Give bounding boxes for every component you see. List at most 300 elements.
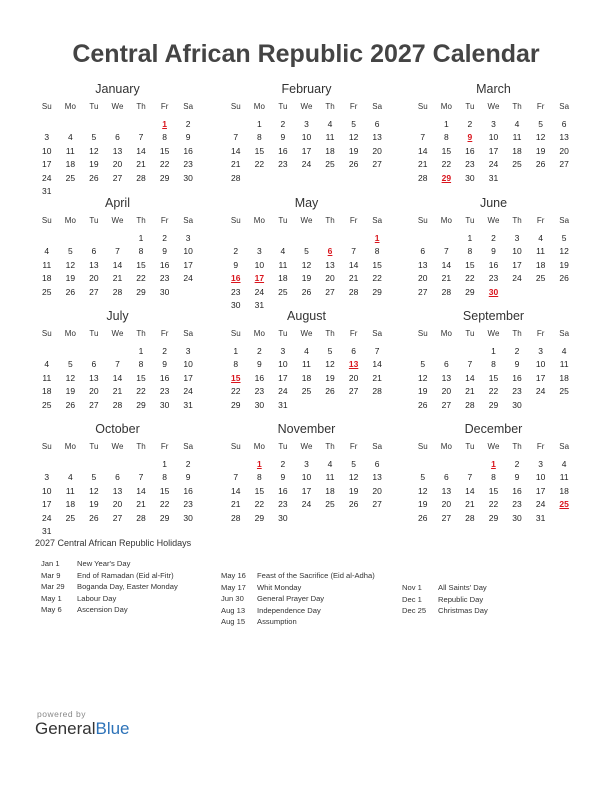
day-cell: 29 bbox=[159, 512, 170, 523]
day-cell: 12 bbox=[65, 259, 76, 270]
empty-day-cell bbox=[82, 525, 106, 538]
day-cell: 2 bbox=[514, 346, 520, 356]
weekday-label: Mo bbox=[440, 102, 452, 111]
day-cell: 31 bbox=[535, 512, 546, 523]
day-cell: 1 bbox=[162, 459, 167, 469]
week-row bbox=[411, 498, 576, 511]
weekday-label: Fr bbox=[536, 216, 545, 225]
week-row bbox=[411, 131, 576, 144]
weekday-label: Fr bbox=[536, 442, 545, 451]
day-cell: 27 bbox=[89, 399, 99, 410]
day-cell: 3 bbox=[538, 459, 543, 469]
day-cell: 1 bbox=[138, 346, 144, 356]
day-cell: 23 bbox=[512, 499, 522, 510]
day-cell: 3 bbox=[304, 119, 309, 129]
day-cell: 22 bbox=[488, 386, 499, 397]
weekday-label: Fr bbox=[349, 216, 358, 225]
day-cell: 12 bbox=[535, 132, 546, 143]
week-row bbox=[411, 485, 576, 498]
day-cell: 11 bbox=[65, 145, 75, 156]
day-cell: 18 bbox=[42, 386, 52, 397]
weekday-label: Th bbox=[136, 329, 146, 338]
week-row bbox=[35, 286, 200, 299]
holiday-name: Boganda Day, Easter Monday bbox=[77, 582, 178, 592]
day-cell: 19 bbox=[418, 386, 428, 397]
day-cell: 28 bbox=[112, 399, 123, 410]
holiday-row bbox=[41, 593, 217, 605]
weekday-label: Fr bbox=[536, 102, 545, 111]
week-row bbox=[411, 345, 576, 358]
brand-logo[interactable] bbox=[35, 719, 130, 739]
day-cell: 5 bbox=[304, 246, 309, 257]
day-cell: 11 bbox=[42, 372, 52, 383]
day-cell: 23 bbox=[278, 159, 288, 170]
week-row bbox=[35, 399, 200, 412]
day-cell: 18 bbox=[301, 372, 312, 383]
day-cell: 20 bbox=[89, 386, 99, 397]
week-row bbox=[411, 272, 576, 285]
day-cell: 3 bbox=[514, 233, 520, 243]
day-cell: 30 bbox=[183, 172, 193, 183]
empty-day-cell bbox=[318, 172, 342, 185]
week-row bbox=[411, 118, 576, 131]
week-row bbox=[224, 172, 389, 185]
day-cell: 27 bbox=[112, 512, 123, 523]
empty-day-cell bbox=[82, 345, 106, 358]
holiday-date: May 17 bbox=[221, 582, 246, 592]
day-cell: 18 bbox=[65, 499, 76, 510]
day-cell: 8 bbox=[162, 472, 167, 483]
day-cell: 13 bbox=[559, 132, 569, 143]
weekday-label: Tu bbox=[89, 216, 99, 225]
day-cell: 28 bbox=[136, 172, 146, 183]
holiday-day-cell: 1 bbox=[162, 119, 167, 129]
weekday-label: Sa bbox=[372, 102, 383, 111]
day-cell: 5 bbox=[327, 346, 333, 356]
week-row bbox=[224, 512, 389, 525]
day-cell: 12 bbox=[89, 485, 99, 496]
empty-day-cell bbox=[106, 525, 130, 538]
holiday-name: Independence Day bbox=[257, 605, 321, 615]
day-cell: 7 bbox=[138, 132, 144, 143]
holiday-column bbox=[402, 582, 568, 617]
weekday-header bbox=[411, 214, 576, 228]
day-cell: 20 bbox=[559, 145, 569, 156]
week-row bbox=[224, 118, 389, 131]
day-cell: 3 bbox=[44, 132, 50, 143]
day-cell: 26 bbox=[535, 159, 546, 170]
month-january bbox=[35, 82, 200, 198]
day-cell: 14 bbox=[372, 359, 382, 370]
weekday-label: Su bbox=[41, 216, 52, 225]
day-cell: 11 bbox=[325, 472, 335, 483]
week-row bbox=[35, 158, 200, 171]
empty-day-cell bbox=[35, 345, 59, 358]
day-cell: 14 bbox=[231, 145, 241, 156]
week-row bbox=[224, 399, 389, 412]
week-row bbox=[224, 286, 389, 299]
day-cell: 9 bbox=[280, 132, 286, 143]
holiday-day-cell: 1 bbox=[374, 233, 380, 243]
day-cell: 13 bbox=[89, 259, 99, 270]
day-cell: 9 bbox=[256, 359, 262, 370]
day-cell: 18 bbox=[42, 273, 52, 284]
holiday-date: Aug 15 bbox=[221, 617, 246, 627]
day-cell: 8 bbox=[467, 246, 473, 257]
day-cell: 17 bbox=[42, 499, 52, 510]
day-cell: 9 bbox=[233, 259, 239, 270]
day-cell: 4 bbox=[304, 346, 309, 356]
day-cell: 20 bbox=[372, 485, 382, 496]
weekday-header bbox=[224, 214, 389, 228]
weekday-label: Mo bbox=[440, 442, 452, 451]
empty-day-cell bbox=[552, 512, 576, 525]
day-cell: 5 bbox=[420, 359, 426, 370]
weekday-label: Th bbox=[325, 329, 335, 338]
week-row bbox=[35, 358, 200, 371]
day-cell: 1 bbox=[491, 346, 496, 356]
holiday-row bbox=[41, 604, 217, 616]
holiday-date: Mar 9 bbox=[41, 570, 61, 580]
weekday-label: Sa bbox=[183, 442, 194, 451]
day-cell: 16 bbox=[512, 372, 522, 383]
day-cell: 23 bbox=[278, 499, 288, 510]
weekday-label: Sa bbox=[372, 442, 383, 451]
weekday-label: We bbox=[487, 442, 500, 451]
empty-day-cell bbox=[271, 232, 295, 245]
day-cell: 22 bbox=[136, 386, 146, 397]
weekday-label: Sa bbox=[559, 216, 570, 225]
day-cell: 19 bbox=[89, 159, 99, 170]
day-cell: 30 bbox=[159, 399, 170, 410]
day-cell: 9 bbox=[491, 246, 496, 257]
day-cell: 10 bbox=[301, 132, 312, 143]
empty-day-cell bbox=[106, 345, 130, 358]
day-cell: 7 bbox=[233, 132, 239, 143]
day-cell: 30 bbox=[512, 399, 522, 410]
holiday-column bbox=[221, 570, 397, 628]
day-cell: 9 bbox=[514, 472, 520, 483]
weekday-label: Mo bbox=[64, 329, 76, 338]
empty-day-cell bbox=[153, 525, 177, 538]
day-cell: 27 bbox=[325, 286, 335, 297]
empty-day-cell bbox=[411, 232, 435, 245]
weekday-label: Su bbox=[417, 216, 428, 225]
day-cell: 12 bbox=[348, 132, 359, 143]
empty-day-cell bbox=[552, 172, 576, 185]
day-cell: 20 bbox=[441, 386, 452, 397]
day-cell: 5 bbox=[91, 472, 97, 483]
holiday-name: Republic Day bbox=[438, 594, 484, 604]
empty-day-cell bbox=[411, 345, 435, 358]
day-cell: 13 bbox=[372, 132, 382, 143]
day-cell: 20 bbox=[112, 159, 123, 170]
day-cell: 20 bbox=[372, 145, 382, 156]
day-cell: 1 bbox=[443, 119, 449, 129]
weekday-label: Mo bbox=[64, 216, 76, 225]
day-cell: 21 bbox=[231, 159, 241, 170]
week-row bbox=[411, 372, 576, 385]
weekday-label: Tu bbox=[278, 329, 288, 338]
day-cell: 14 bbox=[441, 259, 452, 270]
day-cell: 9 bbox=[162, 246, 167, 257]
weekday-label: Mo bbox=[440, 216, 452, 225]
week-row bbox=[411, 245, 576, 258]
day-cell: 22 bbox=[372, 273, 382, 284]
weekday-label: Sa bbox=[183, 102, 194, 111]
day-cell: 19 bbox=[535, 145, 546, 156]
day-cell: 1 bbox=[233, 346, 239, 356]
empty-day-cell bbox=[176, 286, 200, 299]
day-cell: 21 bbox=[465, 499, 475, 510]
weekday-label: Sa bbox=[372, 216, 383, 225]
empty-day-cell bbox=[458, 345, 482, 358]
day-cell: 23 bbox=[465, 159, 475, 170]
holiday-name: General Prayer Day bbox=[257, 594, 325, 604]
empty-day-cell bbox=[318, 399, 342, 412]
weekday-label: Tu bbox=[278, 216, 288, 225]
day-cell: 26 bbox=[65, 286, 76, 297]
weekday-label: Th bbox=[136, 102, 146, 111]
empty-day-cell bbox=[529, 399, 553, 412]
day-cell: 9 bbox=[185, 132, 191, 143]
day-cell: 15 bbox=[159, 485, 170, 496]
empty-day-cell bbox=[458, 458, 482, 471]
week-row bbox=[35, 145, 200, 158]
day-cell: 23 bbox=[159, 386, 170, 397]
empty-day-cell bbox=[529, 172, 553, 185]
day-cell: 31 bbox=[183, 399, 193, 410]
day-cell: 5 bbox=[538, 119, 543, 129]
day-cell: 16 bbox=[278, 145, 288, 156]
day-cell: 10 bbox=[535, 472, 546, 483]
day-cell: 5 bbox=[420, 472, 426, 483]
empty-day-cell bbox=[435, 458, 459, 471]
day-cell: 27 bbox=[372, 159, 382, 170]
month-november bbox=[224, 422, 389, 525]
day-cell: 17 bbox=[183, 259, 193, 270]
weekday-label: We bbox=[300, 102, 313, 111]
week-row bbox=[35, 232, 200, 245]
day-cell: 25 bbox=[512, 159, 522, 170]
empty-day-cell bbox=[82, 458, 106, 471]
day-cell: 28 bbox=[372, 386, 382, 397]
weekday-label: We bbox=[487, 216, 500, 225]
day-cell: 19 bbox=[348, 145, 359, 156]
day-cell: 16 bbox=[183, 485, 193, 496]
week-row bbox=[35, 471, 200, 484]
weekday-header bbox=[35, 440, 200, 454]
day-cell: 15 bbox=[465, 259, 475, 270]
day-cell: 2 bbox=[256, 346, 262, 356]
day-cell: 5 bbox=[351, 459, 356, 469]
day-cell: 27 bbox=[418, 286, 428, 297]
day-cell: 15 bbox=[254, 485, 265, 496]
empty-day-cell bbox=[505, 286, 529, 299]
day-cell: 21 bbox=[112, 386, 123, 397]
day-cell: 14 bbox=[112, 372, 123, 383]
day-cell: 15 bbox=[488, 372, 499, 383]
empty-day-cell bbox=[224, 118, 248, 131]
holiday-name: New Year's Day bbox=[77, 559, 131, 568]
month-may bbox=[224, 196, 389, 312]
empty-day-cell bbox=[248, 232, 272, 245]
day-cell: 15 bbox=[488, 485, 499, 496]
day-cell: 13 bbox=[89, 372, 99, 383]
weekday-label: Tu bbox=[89, 102, 99, 111]
holiday-day-cell: 30 bbox=[488, 286, 499, 297]
holiday-name: End of Ramadan (Eid al-Fitr) bbox=[77, 570, 174, 580]
day-cell: 16 bbox=[488, 259, 499, 270]
weekday-label: Th bbox=[136, 442, 146, 451]
day-cell: 23 bbox=[159, 273, 170, 284]
day-cell: 14 bbox=[418, 145, 428, 156]
empty-day-cell bbox=[271, 172, 295, 185]
holiday-day-cell: 9 bbox=[467, 132, 473, 143]
day-cell: 31 bbox=[254, 299, 265, 310]
day-cell: 25 bbox=[278, 286, 288, 297]
weekday-label: Th bbox=[512, 329, 522, 338]
weekday-header bbox=[411, 440, 576, 454]
day-cell: 6 bbox=[561, 119, 567, 129]
empty-day-cell bbox=[35, 232, 59, 245]
day-cell: 22 bbox=[465, 273, 475, 284]
day-cell: 6 bbox=[91, 359, 97, 370]
empty-day-cell bbox=[435, 345, 459, 358]
day-cell: 18 bbox=[325, 485, 335, 496]
day-cell: 9 bbox=[280, 472, 286, 483]
day-cell: 21 bbox=[112, 273, 123, 284]
holiday-date: Mar 29 bbox=[41, 582, 65, 592]
weekday-label: Sa bbox=[372, 329, 383, 338]
day-cell: 22 bbox=[254, 499, 265, 510]
day-cell: 6 bbox=[115, 132, 120, 143]
day-cell: 22 bbox=[441, 159, 452, 170]
month-march bbox=[411, 82, 576, 185]
day-cell: 22 bbox=[159, 159, 170, 170]
day-cell: 21 bbox=[372, 372, 382, 383]
holiday-day-cell: 15 bbox=[231, 372, 241, 383]
empty-day-cell bbox=[365, 512, 389, 525]
holiday-row bbox=[221, 570, 397, 582]
brand-blue: Blue bbox=[95, 719, 130, 738]
day-cell: 24 bbox=[535, 499, 546, 510]
day-cell: 14 bbox=[465, 485, 475, 496]
empty-day-cell bbox=[342, 172, 366, 185]
week-row bbox=[224, 372, 389, 385]
day-cell: 25 bbox=[42, 399, 52, 410]
holiday-name: Christmas Day bbox=[438, 606, 488, 616]
month-october bbox=[35, 422, 200, 538]
day-cell: 26 bbox=[559, 273, 569, 284]
day-cell: 8 bbox=[491, 359, 496, 370]
empty-day-cell bbox=[129, 525, 153, 538]
weekday-header bbox=[35, 100, 200, 114]
holiday-day-cell: 1 bbox=[256, 459, 262, 469]
week-row bbox=[35, 172, 200, 185]
day-cell: 29 bbox=[136, 399, 146, 410]
day-cell: 8 bbox=[256, 472, 262, 483]
empty-day-cell bbox=[129, 458, 153, 471]
empty-day-cell bbox=[59, 525, 83, 538]
empty-day-cell bbox=[342, 232, 366, 245]
month-name: September bbox=[462, 309, 525, 323]
day-cell: 29 bbox=[372, 286, 382, 297]
day-cell: 7 bbox=[443, 246, 449, 257]
day-cell: 17 bbox=[535, 372, 546, 383]
day-cell: 2 bbox=[162, 346, 167, 356]
day-cell: 25 bbox=[65, 172, 76, 183]
day-cell: 22 bbox=[254, 159, 265, 170]
empty-day-cell bbox=[411, 118, 435, 131]
day-cell: 6 bbox=[420, 246, 426, 257]
month-december bbox=[411, 422, 576, 525]
day-cell: 18 bbox=[559, 485, 569, 496]
empty-day-cell bbox=[248, 172, 272, 185]
day-cell: 29 bbox=[136, 286, 146, 297]
day-cell: 30 bbox=[278, 512, 288, 523]
day-cell: 26 bbox=[348, 499, 359, 510]
day-cell: 27 bbox=[112, 172, 123, 183]
day-cell: 3 bbox=[185, 346, 191, 356]
day-cell: 10 bbox=[42, 485, 52, 496]
day-cell: 9 bbox=[162, 359, 167, 370]
weekday-label: Th bbox=[512, 216, 522, 225]
day-cell: 13 bbox=[112, 485, 123, 496]
day-cell: 24 bbox=[254, 286, 265, 297]
holiday-name: Assumption bbox=[257, 617, 297, 627]
day-cell: 25 bbox=[535, 273, 546, 284]
day-cell: 26 bbox=[89, 172, 99, 183]
day-cell: 27 bbox=[441, 512, 452, 523]
day-cell: 1 bbox=[138, 233, 144, 243]
day-cell: 20 bbox=[112, 499, 123, 510]
day-cell: 5 bbox=[67, 246, 73, 257]
day-cell: 28 bbox=[465, 399, 475, 410]
empty-day-cell bbox=[365, 172, 389, 185]
day-cell: 10 bbox=[183, 359, 193, 370]
day-cell: 28 bbox=[418, 172, 428, 183]
day-cell: 11 bbox=[302, 359, 311, 370]
day-cell: 19 bbox=[325, 372, 335, 383]
day-cell: 4 bbox=[327, 119, 333, 129]
day-cell: 12 bbox=[559, 246, 569, 257]
week-row bbox=[35, 525, 200, 538]
week-row bbox=[35, 485, 200, 498]
week-row bbox=[224, 259, 389, 272]
week-row bbox=[411, 145, 576, 158]
empty-day-cell bbox=[552, 399, 576, 412]
day-cell: 10 bbox=[183, 246, 193, 257]
day-cell: 1 bbox=[467, 233, 473, 243]
day-cell: 15 bbox=[254, 145, 265, 156]
weekday-label: We bbox=[300, 442, 313, 451]
day-cell: 4 bbox=[561, 459, 567, 469]
day-cell: 8 bbox=[138, 246, 144, 257]
day-cell: 9 bbox=[514, 359, 520, 370]
weekday-label: Fr bbox=[349, 329, 358, 338]
day-cell: 28 bbox=[231, 172, 241, 183]
month-name: January bbox=[95, 82, 140, 96]
page-title: Central African Republic 2027 Calendar bbox=[72, 40, 540, 68]
day-cell: 11 bbox=[278, 259, 288, 270]
day-cell: 20 bbox=[325, 273, 335, 284]
day-cell: 30 bbox=[465, 172, 475, 183]
day-cell: 12 bbox=[418, 485, 428, 496]
week-row bbox=[35, 245, 200, 258]
day-cell: 17 bbox=[488, 145, 499, 156]
day-cell: 3 bbox=[491, 119, 496, 129]
